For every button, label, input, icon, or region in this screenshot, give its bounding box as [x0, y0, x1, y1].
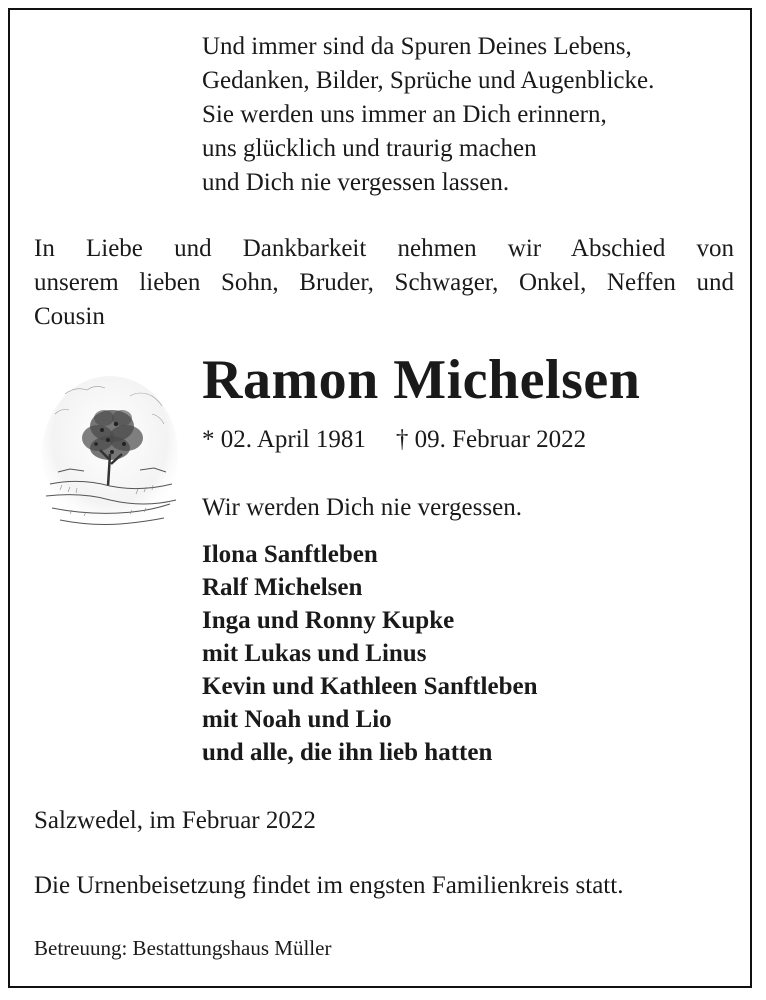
- poem-line: Sie werden uns immer an Dich erinnern,: [202, 101, 607, 128]
- mourner-line: Ilona Sanftleben: [202, 541, 378, 568]
- intro-text: [34, 232, 734, 334]
- obituary-frame: [8, 8, 752, 988]
- mourner-line: Kevin und Kathleen Sanftleben: [202, 673, 538, 700]
- mourner-line: Inga und Ronny Kupke: [202, 607, 455, 634]
- burial-note: Die Urnenbeisetzung findet im engsten Familienkreis statt.: [34, 872, 624, 899]
- mourner-line: mit Lukas und Linus: [202, 640, 427, 667]
- place-date: Salzwedel, im Februar 2022: [34, 807, 316, 834]
- deceased-name: Ramon Michelsen: [202, 349, 641, 411]
- tree-illustration-icon: [40, 374, 180, 534]
- death-date: † 09. Februar 2022: [395, 426, 587, 453]
- funeral-home: Betreuung: Bestattungshaus Müller: [34, 936, 332, 960]
- farewell-quote: Wir werden Dich nie vergessen.: [202, 494, 522, 521]
- intro-line: unserem lieben Sohn, Bruder, Schwager, Onkel, Neffen und: [34, 269, 734, 296]
- poem-line: uns glücklich und traurig machen: [202, 135, 537, 162]
- poem-line: Gedanken, Bilder, Sprüche und Augenblicke.: [202, 67, 655, 94]
- life-dates: [202, 424, 586, 456]
- mourner-line: Ralf Michelsen: [202, 574, 363, 601]
- poem-line: und Dich nie vergessen lassen.: [202, 169, 510, 196]
- intro-line: In Liebe und Dankbarkeit nehmen wir Abschied von: [34, 235, 734, 262]
- mourner-line: und alle, die ihn lieb hatten: [202, 739, 493, 766]
- intro-line: Cousin: [34, 303, 105, 330]
- mourners-list: [202, 538, 537, 769]
- birth-date: * 02. April 1981: [202, 426, 366, 453]
- poem: [202, 30, 654, 200]
- mourner-line: mit Noah und Lio: [202, 706, 392, 733]
- poem-line: Und immer sind da Spuren Deines Lebens,: [202, 33, 632, 60]
